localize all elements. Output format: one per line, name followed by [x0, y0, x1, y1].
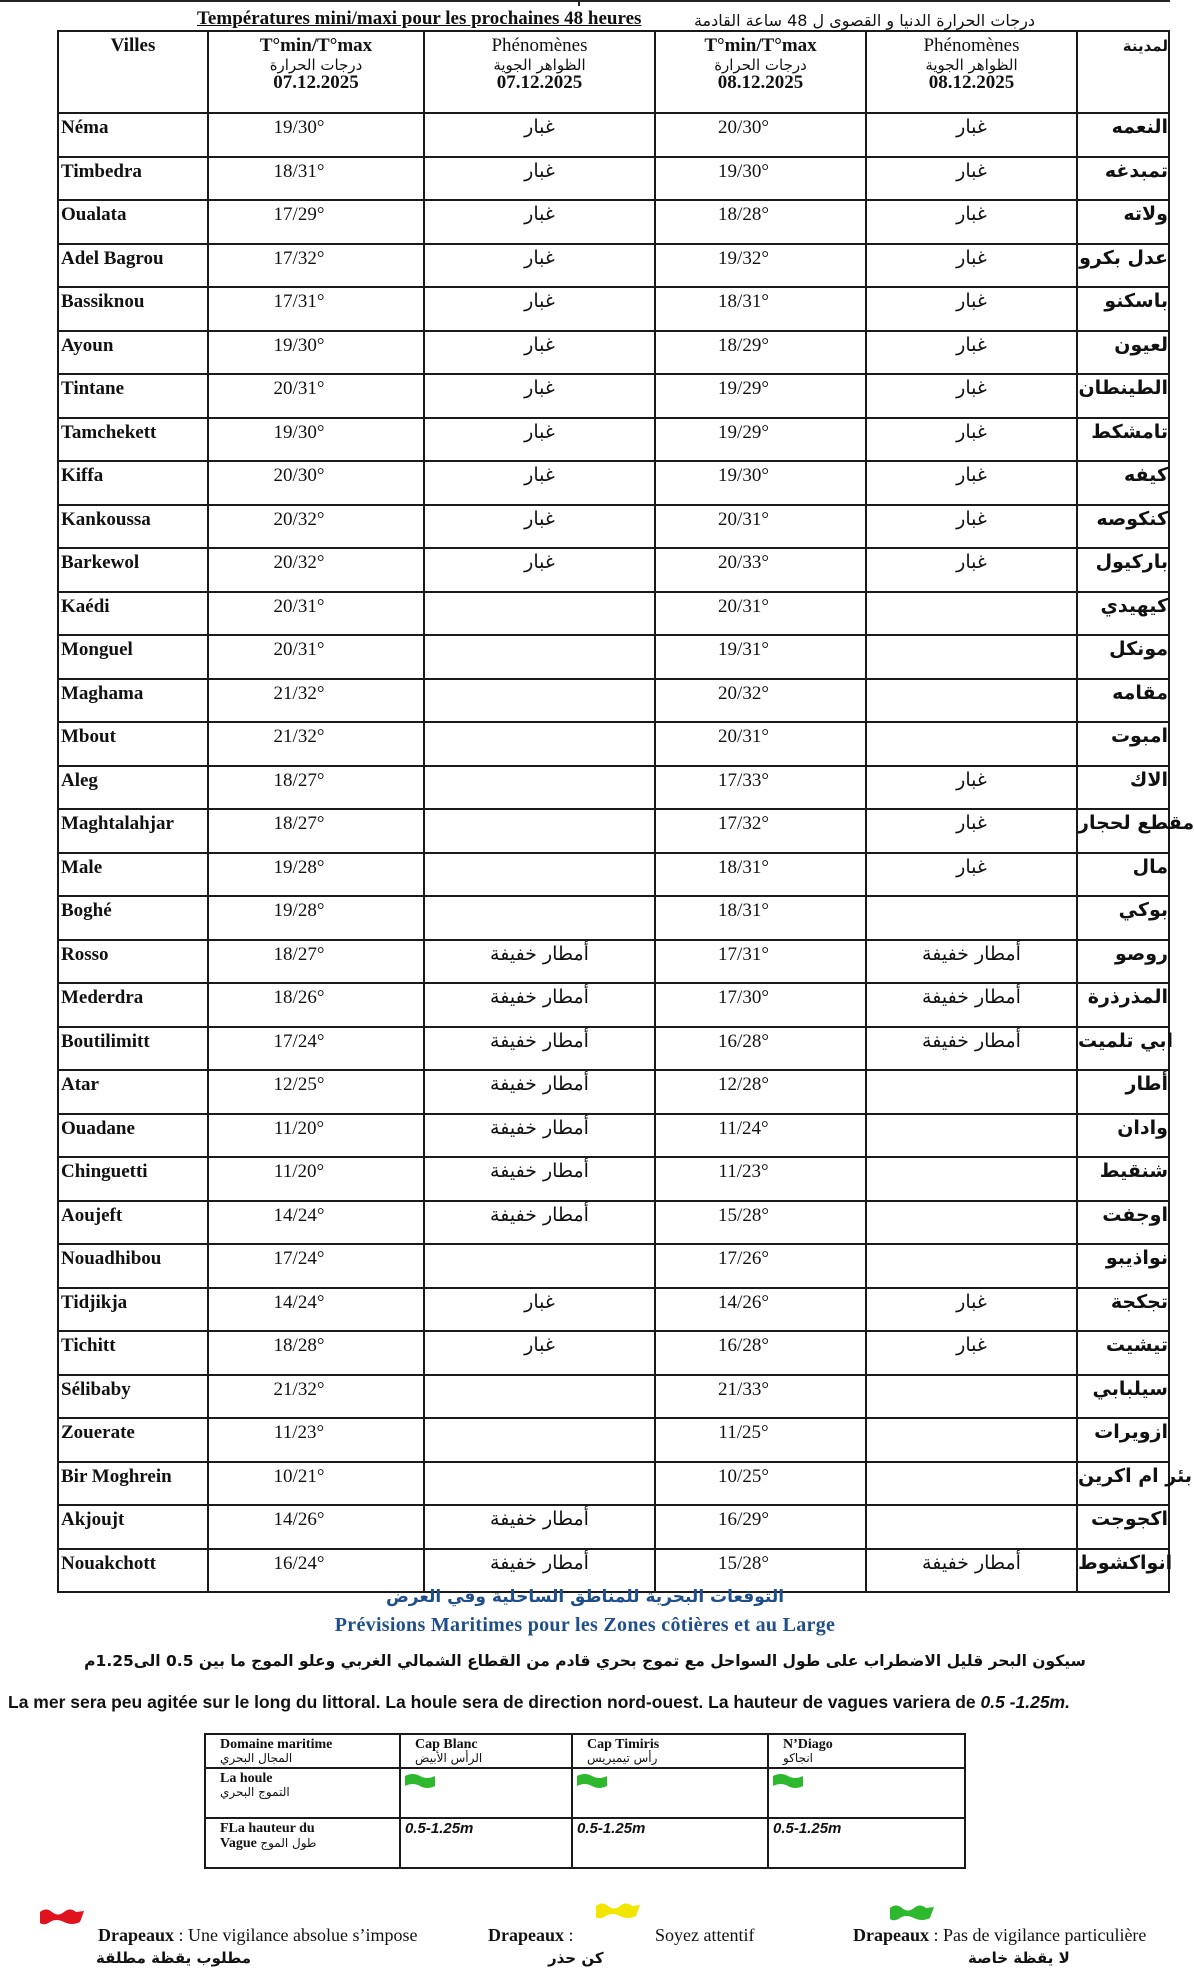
temp-day1: 18/26°: [208, 983, 424, 1027]
phenomena-day2: غبار: [866, 853, 1077, 897]
temp-day1: 11/23°: [208, 1418, 424, 1462]
phenomena-day1: غبار: [424, 331, 655, 375]
temp-day1: 18/28°: [208, 1331, 424, 1375]
temp-day1: 14/24°: [208, 1201, 424, 1245]
city-name-ar: تمبدغه: [1077, 157, 1169, 201]
green-flag-icon: [773, 1773, 803, 1789]
phenomena-day2: غبار: [866, 244, 1077, 288]
temp-day1: 17/31°: [208, 287, 424, 331]
phenomena-day1: غبار: [424, 1288, 655, 1332]
phenomena-day2: غبار: [866, 1288, 1077, 1332]
temp-day2: 19/29°: [655, 374, 866, 418]
table-row: [58, 287, 1169, 331]
temp-day2: 19/30°: [655, 157, 866, 201]
phenomena-day2: غبار: [866, 548, 1077, 592]
table-row: [58, 635, 1169, 679]
temp-day2: 11/23°: [655, 1157, 866, 1201]
city-name: Adel Bagrou: [58, 244, 208, 288]
legend-yellow-ar: كن حذر: [548, 1949, 604, 1967]
phenomena-day2: [866, 1201, 1077, 1245]
temp-day2: 18/31°: [655, 896, 866, 940]
temp-day2: 21/33°: [655, 1375, 866, 1419]
city-name-ar: بئر ام اكرين: [1077, 1462, 1169, 1506]
sea-table: [204, 1733, 966, 1869]
table-row: [58, 505, 1169, 549]
temp-day1: 17/29°: [208, 200, 424, 244]
table-row: [58, 1462, 1169, 1506]
page-title: [197, 4, 1035, 32]
table-row: [58, 809, 1169, 853]
temp-day1: 18/27°: [208, 940, 424, 984]
city-name: Aleg: [58, 766, 208, 810]
city-name: Nouakchott: [58, 1549, 208, 1593]
temp-day2: 20/33°: [655, 548, 866, 592]
temp-day1: 21/32°: [208, 1375, 424, 1419]
col-temp-day2: T°min/T°max درجات الحرارة 08.12.2025: [655, 31, 866, 113]
table-row: [58, 331, 1169, 375]
temp-day1: 19/30°: [208, 113, 424, 157]
temp-day1: 20/31°: [208, 374, 424, 418]
temp-day2: 14/26°: [655, 1288, 866, 1332]
temp-day2: 18/31°: [655, 287, 866, 331]
temp-day2: 16/29°: [655, 1505, 866, 1549]
city-name-ar: مال: [1077, 853, 1169, 897]
city-name: Tichitt: [58, 1331, 208, 1375]
phenomena-day2: غبار: [866, 113, 1077, 157]
phenomena-day2: أمطار خفيفة: [866, 940, 1077, 984]
phenomena-day1: [424, 635, 655, 679]
city-name-ar: باركيول: [1077, 548, 1169, 592]
city-name: Male: [58, 853, 208, 897]
temp-day2: 12/28°: [655, 1070, 866, 1114]
temp-day1: 19/30°: [208, 418, 424, 462]
temperature-table: [57, 30, 1194, 1593]
city-name: Néma: [58, 113, 208, 157]
phenomena-day1: غبار: [424, 1331, 655, 1375]
phenomena-day2: أمطار خفيفة: [866, 1027, 1077, 1071]
table-row: [58, 1201, 1169, 1245]
city-name-ar: اوجفت: [1077, 1201, 1169, 1245]
temp-day2: 16/28°: [655, 1331, 866, 1375]
temp-day2: 19/32°: [655, 244, 866, 288]
temp-day2: 20/31°: [655, 592, 866, 636]
houle-ndiago: [768, 1768, 965, 1818]
city-name-ar: مقطع لحجار: [1077, 809, 1169, 853]
phenomena-day1: أمطار خفيفة: [424, 1070, 655, 1114]
phenomena-day2: [866, 1244, 1077, 1288]
marine-desc-fr: La mer sera peu agitée sur le long du littoral. La houle sera de direction nord-ouest. La hauteur de vagues variera de 0.5 -1.25m.: [8, 1692, 1070, 1712]
houle-label: La houle التموج البحري: [205, 1768, 400, 1818]
city-name: Ouadane: [58, 1114, 208, 1158]
city-name: Akjoujt: [58, 1505, 208, 1549]
temp-day2: 18/29°: [655, 331, 866, 375]
legend-yellow-text: Soyez attentif: [655, 1925, 755, 1945]
phenomena-day1: [424, 896, 655, 940]
temp-day2: 17/31°: [655, 940, 866, 984]
city-name-ar: كيفه: [1077, 461, 1169, 505]
marine-desc-ar: سيكون البحر قليل الاضطراب على طول السواحل مع تموج بحري قادم من القطاع الشمالي الغربي وعلو الموج ما بين 0.5 الى1.25م: [84, 1652, 1086, 1670]
table-row: [58, 200, 1169, 244]
phenomena-day1: غبار: [424, 374, 655, 418]
table-header-row: [58, 31, 1169, 113]
phenomena-day2: غبار: [866, 505, 1077, 549]
city-name-ar: سيلبابي: [1077, 1375, 1169, 1419]
city-name: Boghé: [58, 896, 208, 940]
city-name: Bir Moghrein: [58, 1462, 208, 1506]
sea-houle-row: [205, 1768, 965, 1818]
phenomena-day2: [866, 1157, 1077, 1201]
phenomena-day1: غبار: [424, 461, 655, 505]
temp-day2: 11/25°: [655, 1418, 866, 1462]
temperature-table-body: [58, 113, 1194, 1592]
city-name-ar: باسكنو: [1077, 287, 1169, 331]
city-name: Zouerate: [58, 1418, 208, 1462]
temp-day2: 15/28°: [655, 1549, 866, 1593]
phenomena-day1: أمطار خفيفة: [424, 1505, 655, 1549]
phenomena-day2: غبار: [866, 809, 1077, 853]
city-name-ar: النعمه: [1077, 113, 1169, 157]
temp-day1: 16/24°: [208, 1549, 424, 1593]
temp-day2: 18/28°: [655, 200, 866, 244]
phenomena-day2: غبار: [866, 200, 1077, 244]
phenomena-day1: أمطار خفيفة: [424, 1114, 655, 1158]
temp-day1: 18/31°: [208, 157, 424, 201]
phenomena-day1: [424, 722, 655, 766]
city-name: Timbedra: [58, 157, 208, 201]
temp-day1: 17/24°: [208, 1027, 424, 1071]
city-name-ar: ابي تلميت: [1077, 1027, 1169, 1071]
table-row: [58, 722, 1169, 766]
table-row: [58, 983, 1169, 1027]
phenomena-day2: [866, 1462, 1077, 1506]
table-row: [58, 374, 1169, 418]
phenomena-day2: [866, 1375, 1077, 1419]
city-name: Mbout: [58, 722, 208, 766]
temp-day1: 11/20°: [208, 1157, 424, 1201]
city-name-ar: عدل بكرو: [1077, 244, 1169, 288]
phenomena-day1: غبار: [424, 244, 655, 288]
city-name: Kankoussa: [58, 505, 208, 549]
temp-day1: 14/24°: [208, 1288, 424, 1332]
phenomena-day1: [424, 853, 655, 897]
legend-red-ar: مطلوب يقظة مطلقة: [96, 1949, 251, 1967]
table-row: [58, 1375, 1169, 1419]
city-name-ar: لعيون: [1077, 331, 1169, 375]
temp-day2: 19/30°: [655, 461, 866, 505]
table-row: [58, 896, 1169, 940]
city-name: Tidjikja: [58, 1288, 208, 1332]
phenomena-day2: أمطار خفيفة: [866, 1549, 1077, 1593]
temp-day1: 20/31°: [208, 635, 424, 679]
sea-header-row: [205, 1734, 965, 1768]
city-name: Monguel: [58, 635, 208, 679]
table-row: [58, 113, 1169, 157]
temp-day1: 10/21°: [208, 1462, 424, 1506]
table-row: [58, 592, 1169, 636]
legend-yellow-label: Drapeaux :: [488, 1925, 574, 1945]
city-name-ar: وادان: [1077, 1114, 1169, 1158]
temp-day1: 20/31°: [208, 592, 424, 636]
city-name-ar: أطار: [1077, 1070, 1169, 1114]
temp-day1: 20/32°: [208, 548, 424, 592]
table-row: [58, 461, 1169, 505]
temp-day2: 19/29°: [655, 418, 866, 462]
zone-ndiago: N’Diago انجاكو: [768, 1734, 965, 1768]
table-row: [58, 1505, 1169, 1549]
temp-day1: 20/30°: [208, 461, 424, 505]
phenomena-day1: أمطار خفيفة: [424, 940, 655, 984]
city-name: Kiffa: [58, 461, 208, 505]
city-name: Kaédi: [58, 592, 208, 636]
city-name: Oualata: [58, 200, 208, 244]
temp-day2: 16/28°: [655, 1027, 866, 1071]
phenomena-day1: غبار: [424, 287, 655, 331]
temp-day2: 20/31°: [655, 722, 866, 766]
city-name-ar: بوكي: [1077, 896, 1169, 940]
temp-day1: 19/28°: [208, 853, 424, 897]
table-row: [58, 244, 1169, 288]
marine-title-fr: Prévisions Maritimes pour les Zones côtières et au Large: [334, 1614, 836, 1636]
table-row: [58, 679, 1169, 723]
temp-day1: 11/20°: [208, 1114, 424, 1158]
temp-day2: 15/28°: [655, 1201, 866, 1245]
city-name: Sélibaby: [58, 1375, 208, 1419]
legend-red-text: Drapeaux : Une vigilance absolue s’impose: [98, 1925, 418, 1945]
phenomena-day1: [424, 766, 655, 810]
phenomena-day1: أمطار خفيفة: [424, 983, 655, 1027]
temp-day1: 12/25°: [208, 1070, 424, 1114]
legend-green-ar: لا يقظة خاصة: [968, 1949, 1070, 1967]
temp-day2: 19/31°: [655, 635, 866, 679]
city-name: Bassiknou: [58, 287, 208, 331]
city-name: Rosso: [58, 940, 208, 984]
table-row: [58, 853, 1169, 897]
city-name: Boutilimitt: [58, 1027, 208, 1071]
phenomena-day1: [424, 1375, 655, 1419]
temp-day1: 17/24°: [208, 1244, 424, 1288]
table-row: [58, 548, 1169, 592]
table-row: [58, 1418, 1169, 1462]
phenomena-day1: غبار: [424, 505, 655, 549]
phenomena-day1: [424, 1462, 655, 1506]
temp-day1: 20/32°: [208, 505, 424, 549]
phenomena-day1: [424, 1418, 655, 1462]
city-name: Tintane: [58, 374, 208, 418]
temp-day2: 17/26°: [655, 1244, 866, 1288]
city-name: Mederdra: [58, 983, 208, 1027]
phenomena-day2: غبار: [866, 331, 1077, 375]
table-row: [58, 1549, 1169, 1593]
col-phen-day2: Phénomènes الظواهر الجوية 08.12.2025: [866, 31, 1077, 113]
phenomena-day2: غبار: [866, 766, 1077, 810]
table-row: [58, 1070, 1169, 1114]
phenomena-day1: أمطار خفيفة: [424, 1027, 655, 1071]
temp-day2: 17/32°: [655, 809, 866, 853]
phenomena-day2: [866, 635, 1077, 679]
phenomena-day2: غبار: [866, 157, 1077, 201]
houle-cap-timiris: [572, 1768, 768, 1818]
temp-day1: 17/32°: [208, 244, 424, 288]
temp-day1: 19/30°: [208, 331, 424, 375]
phenomena-day2: غبار: [866, 1331, 1077, 1375]
phenomena-day1: [424, 809, 655, 853]
temp-day1: 21/32°: [208, 722, 424, 766]
title-fr: Températures mini/maxi pour les prochaines 48 heures: [197, 8, 642, 29]
table-row: [58, 1244, 1169, 1288]
height-cap-blanc: 0.5-1.25m: [400, 1818, 572, 1868]
city-name-ar: الاك: [1077, 766, 1169, 810]
table-row: [58, 1114, 1169, 1158]
temp-day2: 20/31°: [655, 505, 866, 549]
title-ar: درجات الحرارة الدنيا و القصوى ل 48 ساعة القادمة: [693, 11, 1035, 30]
phenomena-day1: أمطار خفيفة: [424, 1157, 655, 1201]
temp-day2: 20/30°: [655, 113, 866, 157]
city-name: Aoujeft: [58, 1201, 208, 1245]
phenomena-day2: غبار: [866, 287, 1077, 331]
col-city-ar: لمدينة: [1077, 31, 1169, 113]
city-name: Maghtalahjar: [58, 809, 208, 853]
city-name-ar: روصو: [1077, 940, 1169, 984]
phenomena-day1: غبار: [424, 113, 655, 157]
table-row: [58, 1027, 1169, 1071]
city-name-ar: تيشيت: [1077, 1331, 1169, 1375]
phenomena-day2: غبار: [866, 374, 1077, 418]
sea-height-row: [205, 1818, 965, 1868]
city-name-ar: تامشكط: [1077, 418, 1169, 462]
temp-day1: 19/28°: [208, 896, 424, 940]
height-label: FLa hauteur du Vague طول الموج: [205, 1818, 400, 1868]
city-name-ar: ازويرات: [1077, 1418, 1169, 1462]
zone-cap-blanc: Cap Blanc الرأس الأبيض: [400, 1734, 572, 1768]
temp-day2: 10/25°: [655, 1462, 866, 1506]
table-row: [58, 1288, 1169, 1332]
table-row: [58, 766, 1169, 810]
phenomena-day1: غبار: [424, 418, 655, 462]
phenomena-day2: أمطار خفيفة: [866, 983, 1077, 1027]
legend-green-text: Drapeaux : Pas de vigilance particulière: [853, 1925, 1147, 1945]
col-temp-day1: T°min/T°max درجات الحرارة 07.12.2025: [208, 31, 424, 113]
height-ndiago: 0.5-1.25m: [768, 1818, 965, 1868]
legend: [0, 1900, 1170, 1970]
city-name: Nouadhibou: [58, 1244, 208, 1288]
marine-title-ar: التوقعات البحرية للمناطق الساحلية وفي العرض: [385, 1587, 785, 1607]
city-name: Maghama: [58, 679, 208, 723]
phenomena-day1: غبار: [424, 157, 655, 201]
phenomena-day1: [424, 592, 655, 636]
city-name-ar: اكجوجت: [1077, 1505, 1169, 1549]
table-row: [58, 157, 1169, 201]
zone-cap-timiris: Cap Timiris رأس تيميريس: [572, 1734, 768, 1768]
sea-domain-cell: Domaine maritime المجال البحري: [205, 1734, 400, 1768]
houle-cap-blanc: [400, 1768, 572, 1818]
phenomena-day2: [866, 592, 1077, 636]
green-flag-icon: [405, 1773, 435, 1789]
col-phen-day1: Phénomènes الظواهر الجوية 07.12.2025: [424, 31, 655, 113]
phenomena-day1: غبار: [424, 548, 655, 592]
phenomena-day1: أمطار خفيفة: [424, 1201, 655, 1245]
phenomena-day2: [866, 1505, 1077, 1549]
city-name: Atar: [58, 1070, 208, 1114]
phenomena-day2: [866, 1114, 1077, 1158]
temp-day1: 14/26°: [208, 1505, 424, 1549]
yellow-flag-icon: [596, 1900, 640, 1922]
temp-day2: 17/33°: [655, 766, 866, 810]
col-villes: Villes: [58, 31, 208, 113]
temp-day2: 11/24°: [655, 1114, 866, 1158]
table-row: [58, 1157, 1169, 1201]
city-name: Ayoun: [58, 331, 208, 375]
city-name-ar: امبوت: [1077, 722, 1169, 766]
city-name-ar: مونكل: [1077, 635, 1169, 679]
phenomena-day1: غبار: [424, 200, 655, 244]
temp-day2: 17/30°: [655, 983, 866, 1027]
table-row: [58, 940, 1169, 984]
city-name-ar: المذرذرة: [1077, 983, 1169, 1027]
city-name-ar: شنقيط: [1077, 1157, 1169, 1201]
city-name-ar: مقامه: [1077, 679, 1169, 723]
city-name: Barkewol: [58, 548, 208, 592]
height-cap-timiris: 0.5-1.25m: [572, 1818, 768, 1868]
city-name-ar: نواذيبو: [1077, 1244, 1169, 1288]
temp-day1: 18/27°: [208, 809, 424, 853]
table-row: [58, 1331, 1169, 1375]
green-flag-icon: [577, 1773, 607, 1789]
city-name-ar: كيهيدي: [1077, 592, 1169, 636]
phenomena-day1: [424, 679, 655, 723]
city-name-ar: الطينطان: [1077, 374, 1169, 418]
temp-day2: 18/31°: [655, 853, 866, 897]
temp-day1: 21/32°: [208, 679, 424, 723]
table-row: [58, 418, 1169, 462]
temp-day2: 20/32°: [655, 679, 866, 723]
phenomena-day1: [424, 1244, 655, 1288]
city-name: Chinguetti: [58, 1157, 208, 1201]
phenomena-day2: [866, 722, 1077, 766]
red-flag-icon: [40, 1906, 84, 1928]
temp-day1: 18/27°: [208, 766, 424, 810]
city-name: Tamchekett: [58, 418, 208, 462]
city-name-ar: ولاته: [1077, 200, 1169, 244]
phenomena-day1: أمطار خفيفة: [424, 1549, 655, 1593]
city-name-ar: انواكشوط: [1077, 1549, 1169, 1593]
phenomena-day2: [866, 1070, 1077, 1114]
phenomena-day2: [866, 1418, 1077, 1462]
phenomena-day2: [866, 679, 1077, 723]
phenomena-day2: غبار: [866, 461, 1077, 505]
city-name-ar: كنكوصه: [1077, 505, 1169, 549]
green-flag-icon: [890, 1902, 934, 1924]
phenomena-day2: [866, 896, 1077, 940]
city-name-ar: تجكجة: [1077, 1288, 1169, 1332]
phenomena-day2: غبار: [866, 418, 1077, 462]
